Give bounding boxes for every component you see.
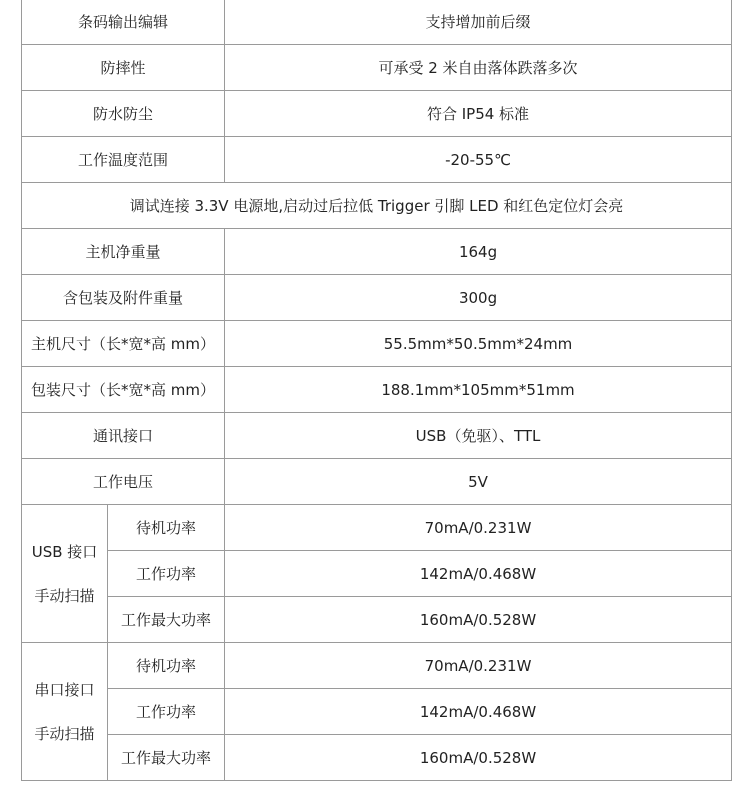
row-value: 300g <box>225 275 732 321</box>
row-label: 条码输出编辑 <box>22 0 225 45</box>
spec-table <box>21 0 732 781</box>
group-label-serial <box>22 643 108 781</box>
table-row <box>22 505 732 551</box>
row-value: -20-55℃ <box>225 137 732 183</box>
row-label: 含包装及附件重量 <box>22 275 225 321</box>
row-label: 包装尺寸（长*宽*高 mm） <box>22 367 225 413</box>
table-row <box>22 551 732 597</box>
group-label-line: 手动扫描 <box>34 724 95 743</box>
row-label: 工作功率 <box>108 551 225 597</box>
group-label-line: 串口接口 <box>34 680 95 699</box>
table-row <box>22 689 732 735</box>
row-label: 工作温度范围 <box>22 137 225 183</box>
table-row <box>22 735 732 781</box>
table-row <box>22 321 732 367</box>
group-label-usb <box>22 505 108 643</box>
row-value: 符合 IP54 标准 <box>225 91 732 137</box>
table-row <box>22 597 732 643</box>
row-value: 70mA/0.231W <box>225 505 732 551</box>
row-label: 待机功率 <box>108 505 225 551</box>
row-label: 待机功率 <box>108 643 225 689</box>
table-row <box>22 137 732 183</box>
table-row <box>22 45 732 91</box>
row-value: 188.1mm*105mm*51mm <box>225 367 732 413</box>
row-label: 工作最大功率 <box>108 735 225 781</box>
row-label: 工作功率 <box>108 689 225 735</box>
row-value: 55.5mm*50.5mm*24mm <box>225 321 732 367</box>
row-value: 142mA/0.468W <box>225 551 732 597</box>
row-value: USB（免驱）、TTL <box>225 413 732 459</box>
row-value: 164g <box>225 229 732 275</box>
row-value: 支持增加前后缀 <box>225 0 732 45</box>
table-row <box>22 91 732 137</box>
table-row <box>22 643 732 689</box>
row-label: 防水防尘 <box>22 91 225 137</box>
group-label-line: 手动扫描 <box>34 586 95 605</box>
row-value: 160mA/0.528W <box>225 597 732 643</box>
group-label-line: USB 接口 <box>31 542 98 561</box>
row-value: 5V <box>225 459 732 505</box>
table-row <box>22 229 732 275</box>
row-label: 工作最大功率 <box>108 597 225 643</box>
row-label: 通讯接口 <box>22 413 225 459</box>
note-cell: 调试连接 3.3V 电源地,启动过后拉低 Trigger 引脚 LED 和红色定位灯会亮 <box>22 183 732 229</box>
row-label: 工作电压 <box>22 459 225 505</box>
row-value: 可承受 2 米自由落体跌落多次 <box>225 45 732 91</box>
row-value: 142mA/0.468W <box>225 689 732 735</box>
table-row <box>22 183 732 229</box>
table-row <box>22 459 732 505</box>
table-row <box>22 367 732 413</box>
row-label: 主机尺寸（长*宽*高 mm） <box>22 321 225 367</box>
row-label: 防摔性 <box>22 45 225 91</box>
table-row <box>22 413 732 459</box>
table-row <box>22 275 732 321</box>
row-value: 70mA/0.231W <box>225 643 732 689</box>
table-row <box>22 0 732 45</box>
row-value: 160mA/0.528W <box>225 735 732 781</box>
row-label: 主机净重量 <box>22 229 225 275</box>
